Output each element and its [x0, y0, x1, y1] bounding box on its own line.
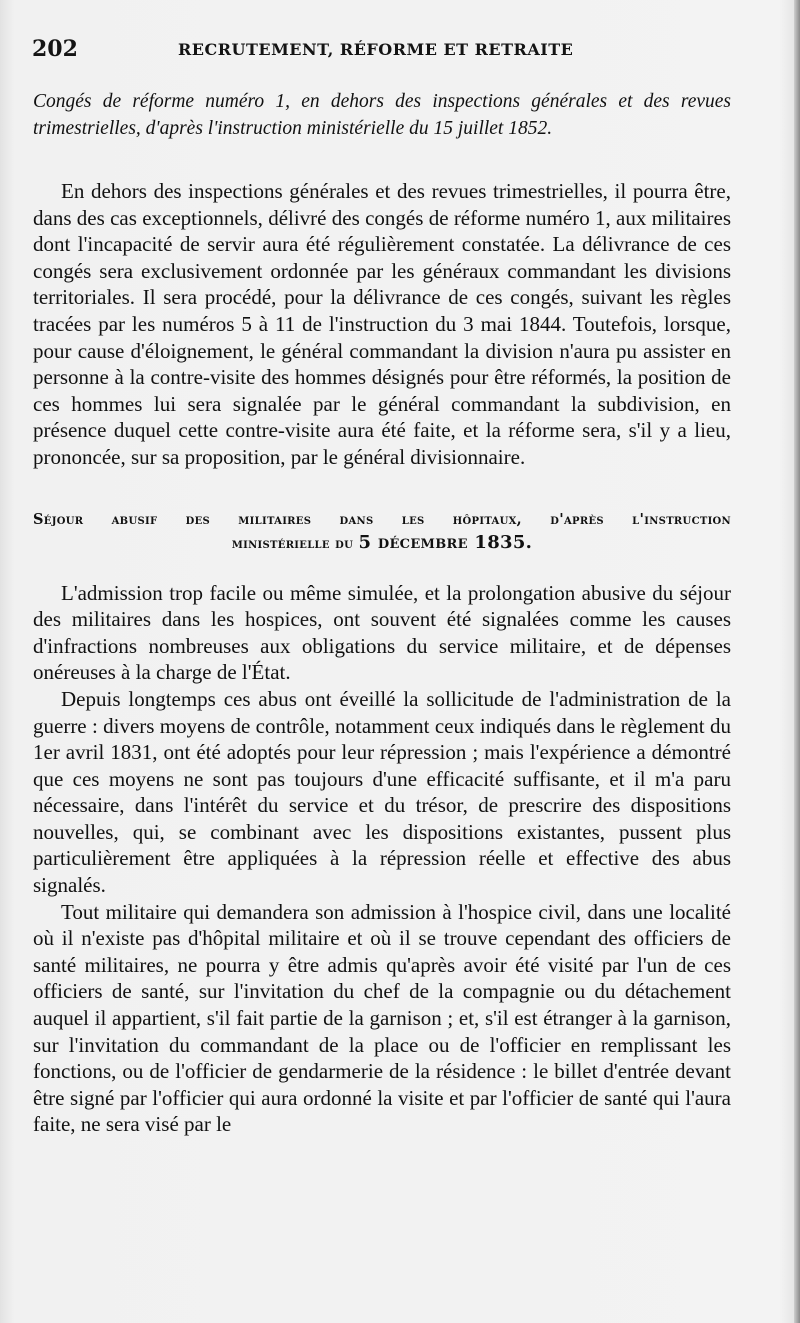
book-spine-shadow [794, 0, 800, 1323]
paragraph-civil-hospice: Tout militaire qui demandera son admission à l'hospice civil, dans une localité où il n'existe pas d'hôpital militaire et où il se trouve cependant des officiers de santé militaires, ne pourra y être admis qu'après avoir été visité par l'un de ces officiers de santé, sur l'invitation du chef de la compagnie ou du détachement auquel il appartient, s'il fait partie de la garnison ; et, s'il est étranger à la garnison, sur l'invitation du commandant de la place ou de l'officier en remplissant les fonctions, ou de l'officier de gendarmerie de la résidence : le billet d'entrée devant être signé par l'officier qui aura ordonné la visite et par l'officier de santé qui l'aura faite, ne sera visé par le [33, 899, 731, 1137]
section-subtitle: Congés de réforme numéro 1, en dehors des inspections générales et des revues trimestrielles, d'après l'instruction ministérielle du 15 juillet 1852. [33, 91, 731, 139]
page-header [32, 36, 732, 70]
section-heading-line-1: Séjour abusif des militaires dans les hôpitaux, d'après l'instruction [33, 510, 731, 528]
running-title: RECRUTEMENT, RÉFORME ET RETRAITE [178, 40, 574, 59]
page-number: 202 [32, 36, 78, 62]
section-heading-line-2 [33, 531, 731, 556]
paragraph-reform-leave: En dehors des inspections générales et des revues trimestrielles, il pourra être, dans des cas exceptionnels, délivré des congés de réforme numéro 1, aux militaires dont l'incapacité de servir aura été régulièrement constatée. La délivrance de ces congés sera exclusivement ordonnée par les généraux commandant les divisions territoriales. Il sera procédé, pour la délivrance de ces congés, suivant les règles tracées par les numéros 5 à 11 de l'instruction du 3 mai 1844. Toutefois, lorsque, pour cause d'éloignement, le général commandant la division n'aura pu assister en personne à la contre-visite des hommes désignés pour être réformés, la position de ces hommes lui sera signalée par le général commandant la subdivision, en présence duquel cette contre-visite aura été faite, et la réforme sera, s'il y a lieu, prononcée, sur sa proposition, par le général divisionnaire. [33, 179, 731, 469]
section-heading-prefix: ministérielle du [231, 534, 354, 552]
section-heading [33, 509, 731, 556]
paragraph-admission: L'admission trop facile ou même simulée, et la prolongation abusive du séjour des militaires dans les hospices, ont souvent été signalées comme les causes d'infractions nombreuses aux obligations du service militaire, et de dépenses onéreuses à la charge de l'État. [33, 580, 731, 685]
section-heading-date: 5 décembre 1835. [358, 531, 533, 553]
paragraph-abuses: Depuis longtemps ces abus ont éveillé la sollicitude de l'administration de la guerre : divers moyens de contrôle, notamment ceux indiqués dans le règlement du 1er avril 1831, ont été adoptés pour leur répression ; mais l'expérience a démontré que ces moyens ne sont pas toujours d'une efficacité suffisante, et il m'a paru nécessaire, dans l'intérêt du service et du trésor, de prescrire des dispositions nouvelles, qui, se combinant avec les dispositions existantes, pussent plus particulièrement être appliquées à la répression réelle et effective des abus signalés. [33, 686, 731, 898]
page-content [33, 88, 731, 1138]
